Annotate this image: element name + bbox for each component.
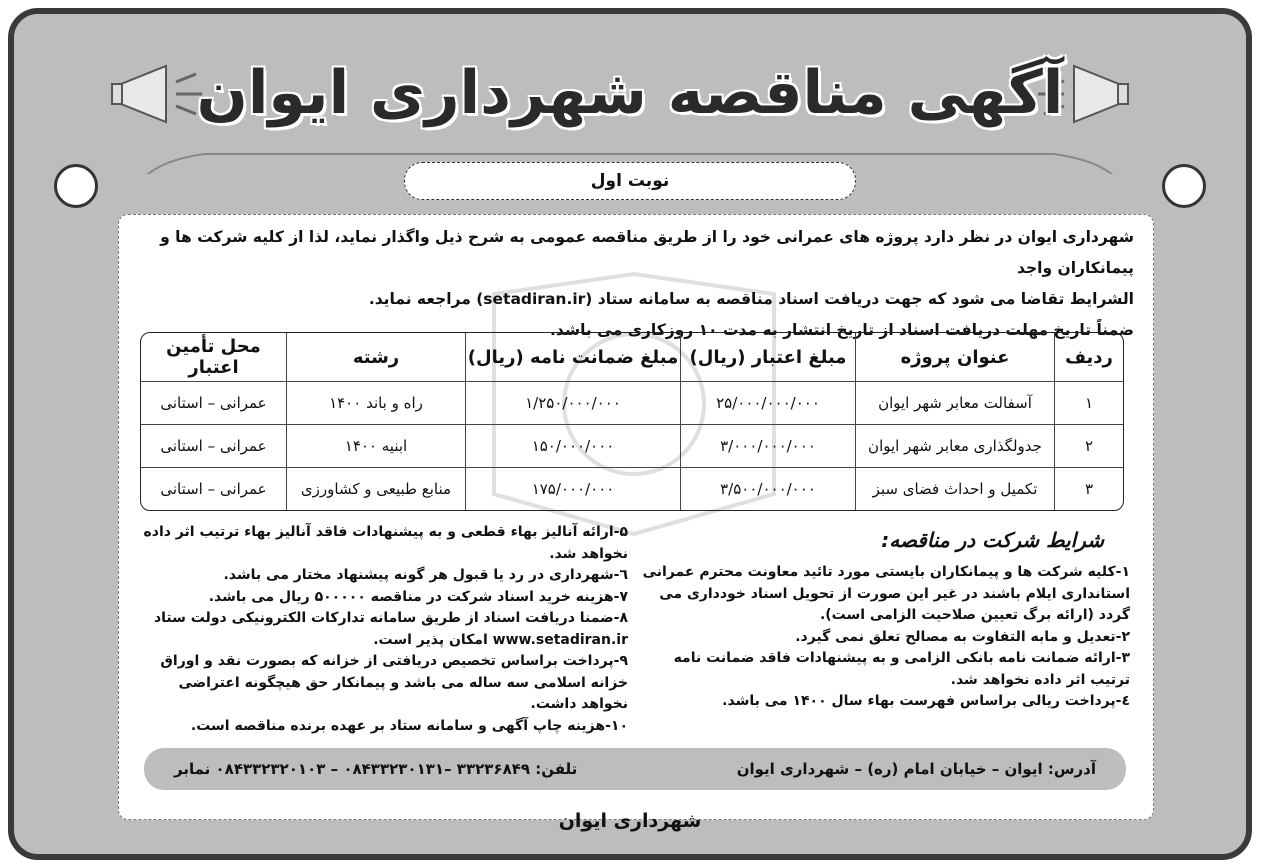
cell-field: ابنیه ۱۴۰۰	[286, 425, 465, 468]
cell-funding-source: عمرانی – استانی	[160, 480, 267, 498]
condition-item: ۹-پرداخت براساس تخصیص دریافتی از خزانه که بصورت نقد و اوراق خزانه اسلامی سه ساله می باشد و پیمانکار حق هیچگونه اعتراضی نخواهد داشت.	[160, 653, 628, 712]
table-header-row	[141, 333, 1123, 382]
condition-item: ۷-هزینه خرید اسناد شرکت در مناقصه ۵۰۰۰۰۰ ریال می باشد.	[208, 588, 628, 605]
header-guarantee-amount: مبلغ ضمانت نامه (ریال)	[465, 333, 680, 382]
table-row	[141, 468, 1123, 510]
intro-text	[134, 222, 1134, 346]
conditions-left-column	[138, 522, 628, 737]
condition-item: ٦-شهرداری در رد یا قبول هر گونه پیشنهاد مختار می باشد.	[223, 567, 628, 583]
cell-project-title: آسفالت معابر شهر ایوان	[855, 382, 1054, 425]
intro-line: ضمناً تاریخ مهلت دریافت اسناد از تاریخ انتشار به مدت ۱۰ روزکاری می باشد.	[549, 321, 1134, 339]
contact-bar	[144, 748, 1126, 790]
table-row	[141, 382, 1123, 425]
phone-text: تلفن: ۳۳۲۳۶۸۴۹ –۰۸۴۳۳۲۳۰۱۳۱ – ۰۸۴۳۳۲۳۲۰۱۰۳ نمابر	[174, 760, 578, 778]
address-text: آدرس: ایوان – خیابان امام (ره) – شهرداری ایوان	[736, 760, 1096, 778]
cell-funding-source: عمرانی – استانی	[141, 425, 286, 468]
cell-guarantee-amount: ۱۵۰/۰۰۰/۰۰۰	[465, 425, 680, 468]
condition-item: ۱-کلیه شرکت ها و پیمانکاران بایستی مورد تائید معاونت محترم عمرانی استانداری ایلام باشند در غیر این صورت از تحویل اسناد خودداری می گردد (ارائه برگ تعیین صلاحیت الزامی است).	[642, 564, 1130, 623]
header-row-number: ردیف	[1054, 333, 1123, 382]
cell-field: منابع طبیعی و کشاورزی	[286, 468, 465, 510]
pin-icon	[1162, 164, 1206, 208]
cell-credit-amount: ۳/۰۰۰/۰۰۰/۰۰۰	[680, 425, 855, 468]
condition-item: ۳-ارائه ضمانت نامه بانکی الزامی و به پیشنهادات فاقد ضمانت نامه ترتیب اثر داده نخواهد شد.	[673, 650, 1130, 688]
header-project-title: عنوان پروژه	[855, 333, 1054, 382]
notice-title: آگهی مناقصه شهرداری ایوان	[196, 58, 1064, 128]
cell-guarantee-amount: ۱/۲۵۰/۰۰۰/۰۰۰	[465, 382, 680, 425]
cell-project-title: جدولگذاری معابر شهر ایوان	[855, 425, 1054, 468]
notice-frame	[8, 8, 1252, 860]
projects-table	[140, 332, 1124, 511]
pin-icon	[54, 164, 98, 208]
condition-item: ٤-پرداخت ریالی براساس فهرست بهاء سال ۱۴۰۰ می باشد.	[722, 693, 1130, 709]
cell-credit-amount: ۲۵/۰۰۰/۰۰۰/۰۰۰	[680, 382, 855, 425]
intro-line: شهرداری ایوان در نظر دارد پروژه های عمرانی خود را از طریق مناقصه عمومی به شرح ذیل واگذار نماید، لذا از کلیه شرکت ها و پیمانکاران واجد	[160, 228, 1134, 277]
conditions-title: شرایط شرکت در مناقصه:	[881, 528, 1104, 552]
intro-line: الشرایط تقاضا می شود که جهت دریافت اسناد مناقصه به سامانه ستاد (setadiran.ir) مراجعه نماید.	[368, 290, 1134, 308]
table-row	[141, 425, 1123, 468]
condition-item: ۸-ضمنا دریافت اسناد از طریق سامانه تدارکات الکترونیکی دولت ستاد www.setadiran.ir امکان پذیر است.	[153, 610, 628, 648]
cell-row-number: ۱	[1054, 382, 1123, 425]
cell-guarantee-amount: ۱۷۵/۰۰۰/۰۰۰	[465, 468, 680, 510]
round-label: نوبت اول	[404, 162, 856, 200]
cell-field: راه و باند ۱۴۰۰	[286, 382, 465, 425]
cell-row-number: ۳	[1054, 468, 1123, 510]
cell-credit-amount: ۳/۵۰۰/۰۰۰/۰۰۰	[680, 468, 855, 510]
cell-row-number: ۲	[1054, 425, 1123, 468]
cell-project-title: تکمیل و احداث فضای سبز	[855, 468, 1054, 510]
header-credit-amount: مبلغ اعتبار (ریال)	[680, 333, 855, 382]
condition-item: ۱۰-هزینه چاپ آگهی و سامانه ستاد بر عهده برنده مناقصه است.	[190, 717, 628, 734]
header-funding-source: محل تأمین اعتبار	[141, 333, 286, 382]
condition-item: ۵-ارائه آنالیز بهاء قطعی و به پیشنهادات فاقد آنالیز بهاء ترتیب اثر داده نخواهد شد.	[143, 524, 628, 562]
footer-signature: شهرداری ایوان	[558, 810, 702, 832]
cell-funding-source: عمرانی – استانی	[141, 382, 286, 425]
condition-item: ۲-تعدیل و مابه التفاوت به مصالح تعلق نمی گیرد.	[795, 628, 1130, 645]
conditions-right-column	[634, 562, 1130, 713]
header-field: رشته	[286, 333, 465, 382]
